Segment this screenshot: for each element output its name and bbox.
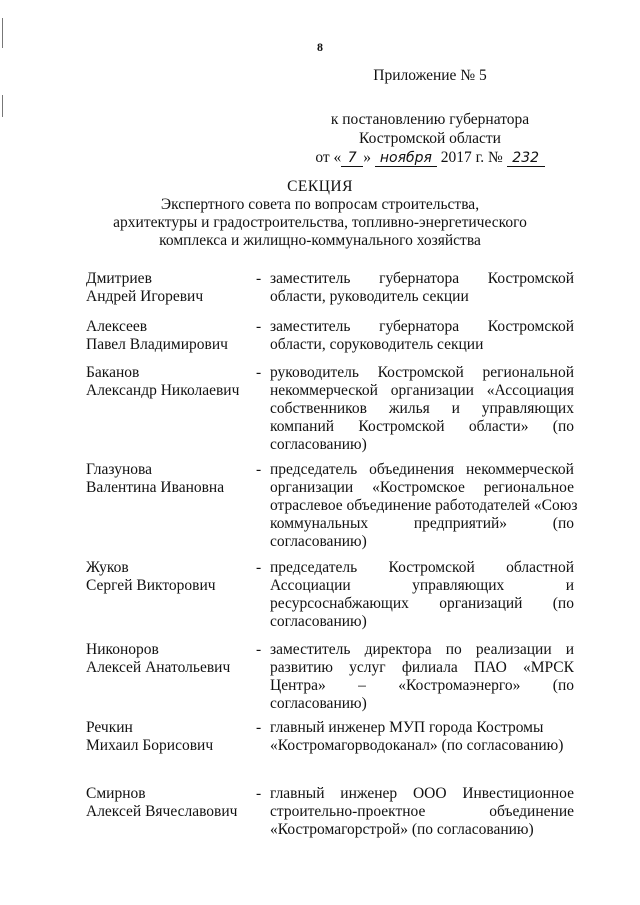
appendix-decree-line: к постановлению губернатора [330,111,530,128]
member-name [86,364,251,400]
member-role-word: «МРСК [522,659,574,676]
member-role-word: Костромской [388,559,475,576]
member-role-line [270,719,574,737]
member-role [270,364,574,454]
member-dash: - [256,318,262,335]
member-role-word: согласованию) [270,695,367,712]
member-name [86,270,251,306]
section-title: СЕКЦИЯ [287,178,353,195]
member-role-word: – [358,677,366,694]
member-role-line [270,533,574,551]
member-dash: - [256,270,262,287]
member-name [86,461,251,497]
member-role-line [270,336,574,354]
member-surname: Никоноров [86,641,159,658]
member-dash: - [256,719,262,736]
member-role-word: собственников [270,400,367,417]
doc-number: 232 [507,150,545,167]
member-role-word: некоммерческой [270,382,378,399]
member-role-word: согласованию) [270,436,367,453]
member-role-word: региональное [483,479,574,496]
member-role-word: организации [270,479,354,496]
appendix-title: Приложение № 5 [373,67,487,84]
member-role-word: предприятий» [413,515,508,532]
member-role-word: компаний [270,418,335,435]
member-role-word: Инвестиционное [462,785,574,802]
member-role-word: Костромской [487,318,574,335]
member-role-word: строительно-проектное [270,803,426,820]
member-role [270,318,574,354]
member-role [270,559,574,631]
member-role-word: «Ассоциация [486,382,574,399]
member-role-word: «Костромаэнерго» [398,677,521,694]
member-role-line [270,288,574,306]
member-role-word: согласованию) [270,613,367,630]
member-given-names: Алексей Вячеславович [86,803,238,820]
member-role-word: ресурсоснабжающих [270,595,409,612]
member-role-word: инженер [340,785,398,802]
member-dash: - [256,785,262,802]
member-role-word: (по [552,515,574,532]
member-surname: Жуков [86,559,129,576]
member-role-word: согласованию) [270,533,367,550]
member-role-line [270,497,578,515]
member-role-word: Костромской [358,418,445,435]
member-role-line [270,695,574,713]
member-dash: - [256,461,262,478]
member-role-word: региональной [482,364,574,381]
member-role-word: области, соруководитель секции [270,336,484,353]
member-role-word: объединения [369,461,455,478]
member-role [270,785,574,839]
member-role-word: главный инженер МУП города Костромы [270,719,544,736]
member-role-word: заместитель [270,641,351,658]
member-given-names: Михаил Борисович [86,737,214,754]
member-given-names: Алексей Анатольевич [86,659,231,676]
page-number: 8 [317,40,323,54]
member-role-word: Костромской [487,270,574,287]
member-surname: Смирнов [86,785,146,802]
member-surname: Речкин [86,719,133,736]
member-role [270,461,578,551]
member-role-word: председатель [270,461,358,478]
member-name [86,719,251,755]
member-role-word: директора [364,641,432,658]
member-name [86,785,251,821]
member-role-word: Костромской [377,364,464,381]
member-role-word: жилья [388,400,430,417]
member-role-word: областной [506,559,574,576]
member-role-line [270,515,574,533]
member-role-line [270,803,574,821]
member-surname: Баканов [86,364,140,381]
member-role-line [270,479,574,497]
member-given-names: Сергей Викторович [86,577,216,594]
appendix-region-line: Костромской области [359,130,501,147]
member-role [270,719,574,755]
member-role-word: и [565,577,574,594]
member-role-word: и [565,641,574,658]
date-suffix: 2017 г. № [440,149,503,166]
member-role-word: управляющих [481,400,574,417]
member-role-word: отраслевое объединение работодателей «Союз [270,497,578,514]
member-role-line [270,595,574,613]
member-role-word: ПАО [473,659,507,676]
member-role-word: «Костромагорводоканал» (по согласованию) [270,737,564,754]
member-role-word: области, руководитель секции [270,288,469,305]
member-role-line [270,577,574,595]
member-role-word: Центра» [270,677,326,694]
member-role-word: развитию [270,659,334,676]
member-role-word: губернатора [379,270,460,287]
member-given-names: Валентина Ивановна [86,479,225,496]
member-role-line [270,737,574,755]
member-role-word: руководитель [270,364,359,381]
member-given-names: Андрей Игоревич [86,288,204,305]
member-role-word: (по [552,418,574,435]
member-role-word: (по [552,677,574,694]
member-role-line [270,641,574,659]
member-role-line [270,436,574,454]
member-role [270,641,574,713]
member-given-names: Александр Николаевич [86,382,240,399]
member-role-line [270,400,574,418]
member-role-line [270,382,574,400]
member-role-word: организации [390,382,474,399]
date-mid: » [363,149,372,166]
member-surname: Алексеев [86,318,148,335]
member-role-word: услуг [349,659,386,676]
member-role-line [270,613,574,631]
member-role-line [270,318,574,336]
appendix-date-line [280,148,580,167]
member-role-line [270,364,574,382]
section-subtitle-line-3: комплекса и жилищно-коммунального хозяйства [159,232,481,249]
member-dash: - [256,364,262,381]
member-role-line [270,677,574,695]
member-role-word: (по [552,595,574,612]
member-dash: - [256,559,262,576]
member-role-word: организаций [439,595,523,612]
member-role-word: заместитель [270,318,351,335]
member-role-word: и [451,400,460,417]
section-subtitle-line-2: архитектуры и градостроительства, топливно-энергетического [113,214,527,231]
member-role-line [270,461,574,479]
member-role-line [270,559,574,577]
member-role-word: коммунальных [270,515,369,532]
member-surname: Дмитриев [86,270,152,287]
member-role-word: объединение [489,803,574,820]
member-dash: - [256,641,262,658]
member-role-word: «Костромское [372,479,465,496]
member-role-word: губернатора [379,318,460,335]
member-name [86,641,251,677]
section-subtitle-line-1: Экспертного совета по вопросам строительства, [160,196,480,213]
member-role-line [270,821,574,839]
member-role-word: главный [270,785,325,802]
scan-artifact-left-2 [2,95,3,117]
member-role-word: Ассоциации [270,577,351,594]
member-role-line [270,785,574,803]
member-given-names: Павел Владимирович [86,336,228,353]
member-role-word: заместитель [270,270,351,287]
member-role-word: филиала [401,659,458,676]
member-role-word: некоммерческой [466,461,574,478]
member-role-word: реализации [475,641,552,658]
member-role [270,270,574,306]
member-name [86,559,251,595]
member-role-word: управляющих [412,577,505,594]
member-role-word: ООО [412,785,447,802]
date-day: 7 [341,150,363,167]
member-role-word: председатель [270,559,358,576]
member-role-word: «Костромагорстрой» (по согласованию) [270,821,534,838]
member-role-line [270,418,574,436]
member-surname: Глазунова [86,461,152,478]
date-prefix: от « [315,149,342,166]
member-role-word: по [445,641,462,658]
member-role-word: области» [468,418,529,435]
member-role-line [270,659,574,677]
date-month: ноября [375,150,437,167]
member-role-line [270,270,574,288]
member-name [86,318,251,354]
